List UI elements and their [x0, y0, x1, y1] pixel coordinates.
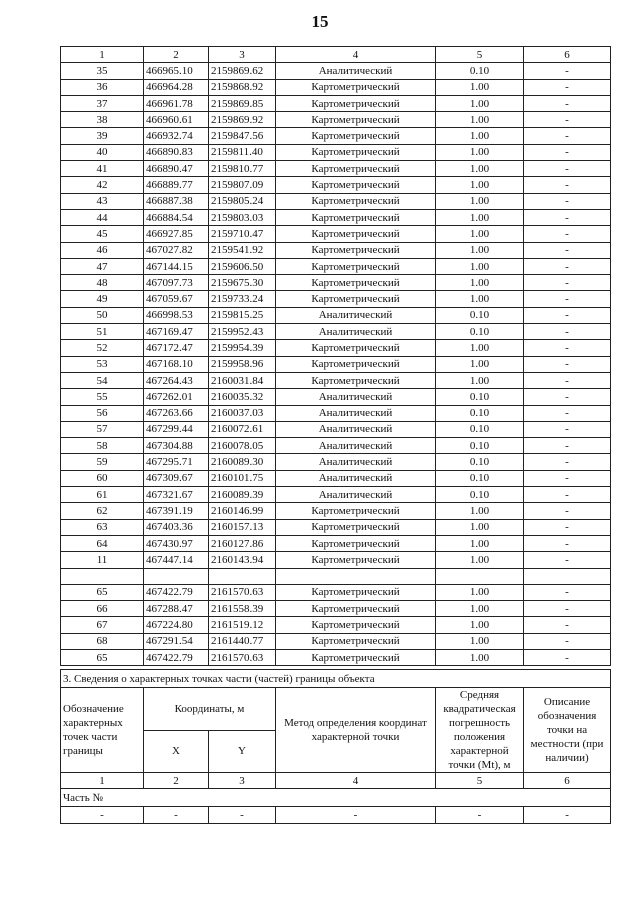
- table-cell: 63: [61, 519, 144, 535]
- table-row: [61, 633, 611, 649]
- column-number: 1: [61, 47, 144, 63]
- table-cell: -: [524, 177, 611, 193]
- table-cell: -: [524, 535, 611, 551]
- table-cell: 59: [61, 454, 144, 470]
- table-cell: 1.00: [436, 649, 524, 665]
- column-number: 5: [436, 47, 524, 63]
- table-cell: -: [524, 307, 611, 323]
- header-method: Метод определения координат характерной точки: [276, 688, 436, 773]
- table-cell: 466998.53: [144, 307, 209, 323]
- table-row: [61, 519, 611, 535]
- table-cell: 0.10: [436, 454, 524, 470]
- table-cell: -: [524, 807, 611, 823]
- table-cell: 2159541.92: [209, 242, 276, 258]
- table-cell: 467059.67: [144, 291, 209, 307]
- table-cell: Картометрический: [276, 372, 436, 388]
- table-cell: 42: [61, 177, 144, 193]
- column-number: 2: [144, 773, 209, 789]
- table-cell: 466887.38: [144, 193, 209, 209]
- table-cell: 467172.47: [144, 340, 209, 356]
- table-row: [61, 601, 611, 617]
- table-cell: 60: [61, 470, 144, 486]
- table-cell: Картометрический: [276, 584, 436, 600]
- table-row: [61, 470, 611, 486]
- table-row: [61, 275, 611, 291]
- part-empty-row: [61, 807, 611, 823]
- table-cell: 1.00: [436, 79, 524, 95]
- table-cell: 466884.54: [144, 209, 209, 225]
- table-cell: 1.00: [436, 356, 524, 372]
- table-cell: 0.10: [436, 487, 524, 503]
- table-cell: -: [524, 454, 611, 470]
- table-cell: -: [524, 487, 611, 503]
- table-cell: Аналитический: [276, 63, 436, 79]
- table-cell: -: [524, 421, 611, 437]
- table-cell: Аналитический: [276, 487, 436, 503]
- table-cell: 466890.83: [144, 144, 209, 160]
- table-cell: -: [524, 503, 611, 519]
- table-cell: 1.00: [436, 275, 524, 291]
- table-cell: -: [524, 438, 611, 454]
- table-row: [61, 209, 611, 225]
- table-cell: -: [524, 324, 611, 340]
- table-cell: 1.00: [436, 209, 524, 225]
- table-cell: Аналитический: [276, 324, 436, 340]
- table-cell: -: [144, 807, 209, 823]
- table-cell: Картометрический: [276, 226, 436, 242]
- table-cell: 2159958.96: [209, 356, 276, 372]
- table-cell: 467430.97: [144, 535, 209, 551]
- table-cell: 65: [61, 649, 144, 665]
- table-row: [61, 291, 611, 307]
- table-row: [61, 438, 611, 454]
- table-cell: 38: [61, 112, 144, 128]
- table-cell: 2160127.86: [209, 535, 276, 551]
- table-cell: -: [61, 807, 144, 823]
- table-cell: 1.00: [436, 128, 524, 144]
- table-row: [61, 324, 611, 340]
- table-cell: 467391.19: [144, 503, 209, 519]
- header-y: Y: [209, 730, 276, 772]
- table-cell: 11: [61, 552, 144, 568]
- table-row: [61, 128, 611, 144]
- table-cell: 467403.36: [144, 519, 209, 535]
- table-cell: 467224.80: [144, 617, 209, 633]
- table-cell: 1.00: [436, 161, 524, 177]
- table-cell: 2160101.75: [209, 470, 276, 486]
- table-row: [61, 372, 611, 388]
- table-cell: 2161440.77: [209, 633, 276, 649]
- table-cell: Аналитический: [276, 454, 436, 470]
- table-cell: Картометрический: [276, 340, 436, 356]
- table-cell: 47: [61, 258, 144, 274]
- table-cell: 467295.71: [144, 454, 209, 470]
- table-cell: 467097.73: [144, 275, 209, 291]
- table-cell: -: [524, 128, 611, 144]
- table-cell: 41: [61, 161, 144, 177]
- table-cell: 1.00: [436, 617, 524, 633]
- table-cell: 2161519.12: [209, 617, 276, 633]
- table-cell: [276, 568, 436, 584]
- table-cell: 2160072.61: [209, 421, 276, 437]
- table-cell: 64: [61, 535, 144, 551]
- table-cell: -: [524, 258, 611, 274]
- table-cell: Картометрический: [276, 209, 436, 225]
- table-cell: 0.10: [436, 470, 524, 486]
- table-row: [61, 487, 611, 503]
- table-cell: 1.00: [436, 552, 524, 568]
- table-cell: 56: [61, 405, 144, 421]
- column-number: 4: [276, 47, 436, 63]
- table-cell: -: [524, 226, 611, 242]
- table-cell: 2160146.99: [209, 503, 276, 519]
- table-cell: Картометрический: [276, 128, 436, 144]
- table-cell: Картометрический: [276, 633, 436, 649]
- table-row: [61, 649, 611, 665]
- table-cell: 43: [61, 193, 144, 209]
- table-cell: 466927.85: [144, 226, 209, 242]
- table-cell: 0.10: [436, 405, 524, 421]
- column-number: 5: [436, 773, 524, 789]
- table-cell: 467144.15: [144, 258, 209, 274]
- table-cell: 67: [61, 617, 144, 633]
- table-cell: Картометрический: [276, 95, 436, 111]
- table-cell: 466960.61: [144, 112, 209, 128]
- table-cell: 466890.47: [144, 161, 209, 177]
- table-cell: Картометрический: [276, 112, 436, 128]
- table-cell: -: [524, 617, 611, 633]
- table-cell: 0.10: [436, 421, 524, 437]
- table-cell: 2159810.77: [209, 161, 276, 177]
- column-number-row: [61, 47, 611, 63]
- table-row: [61, 79, 611, 95]
- table-cell: -: [524, 242, 611, 258]
- table-cell: Аналитический: [276, 389, 436, 405]
- table-cell: -: [524, 63, 611, 79]
- column-number: 1: [61, 773, 144, 789]
- table-cell: 1.00: [436, 112, 524, 128]
- table-cell: 45: [61, 226, 144, 242]
- table-cell: -: [524, 356, 611, 372]
- table-cell: 2160089.39: [209, 487, 276, 503]
- table-row: [61, 503, 611, 519]
- table-cell: 39: [61, 128, 144, 144]
- table-row: [61, 356, 611, 372]
- table-row: [61, 421, 611, 437]
- table-cell: [61, 568, 144, 584]
- table-cell: 467447.14: [144, 552, 209, 568]
- table-cell: 52: [61, 340, 144, 356]
- table-cell: Аналитический: [276, 421, 436, 437]
- table-cell: [524, 568, 611, 584]
- table-row: [61, 242, 611, 258]
- table-cell: -: [524, 649, 611, 665]
- table-row: [61, 95, 611, 111]
- table-cell: [436, 568, 524, 584]
- table-cell: Картометрический: [276, 519, 436, 535]
- table-cell: 2159733.24: [209, 291, 276, 307]
- header-description: Описание обозначения точки на местности (при наличии): [524, 688, 611, 773]
- table-cell: 467299.44: [144, 421, 209, 437]
- table-row: [61, 226, 611, 242]
- table-row: [61, 405, 611, 421]
- table-cell: 0.10: [436, 438, 524, 454]
- table-cell: -: [524, 161, 611, 177]
- table-cell: [144, 568, 209, 584]
- table-cell: 1.00: [436, 226, 524, 242]
- table-cell: -: [524, 519, 611, 535]
- table-cell: 467422.79: [144, 584, 209, 600]
- table-cell: 48: [61, 275, 144, 291]
- table-cell: 2159811.40: [209, 144, 276, 160]
- table-cell: -: [524, 340, 611, 356]
- table-cell: 467288.47: [144, 601, 209, 617]
- table-cell: 2159869.85: [209, 95, 276, 111]
- table-cell: 2161570.63: [209, 649, 276, 665]
- table-cell: -: [524, 291, 611, 307]
- table-cell: 467422.79: [144, 649, 209, 665]
- table-row: [61, 617, 611, 633]
- table-row: [61, 144, 611, 160]
- table-cell: 54: [61, 372, 144, 388]
- table-row: [61, 63, 611, 79]
- table-cell: 40: [61, 144, 144, 160]
- table-cell: 466932.74: [144, 128, 209, 144]
- section-header-row: [61, 688, 611, 731]
- table-cell: 2160035.32: [209, 389, 276, 405]
- table-cell: Картометрический: [276, 291, 436, 307]
- table-cell: Картометрический: [276, 161, 436, 177]
- table-cell: 467169.47: [144, 324, 209, 340]
- table-cell: 467304.88: [144, 438, 209, 454]
- table-cell: -: [209, 807, 276, 823]
- table-cell: 2159847.56: [209, 128, 276, 144]
- table-cell: Аналитический: [276, 405, 436, 421]
- table-cell: 53: [61, 356, 144, 372]
- column-number: 6: [524, 47, 611, 63]
- table-row: [61, 584, 611, 600]
- table-cell: 1.00: [436, 519, 524, 535]
- table-cell: -: [524, 584, 611, 600]
- table-cell: 35: [61, 63, 144, 79]
- table-cell: 2161558.39: [209, 601, 276, 617]
- table-cell: 467027.82: [144, 242, 209, 258]
- table-cell: 2160143.94: [209, 552, 276, 568]
- table-cell: -: [524, 193, 611, 209]
- table-cell: 36: [61, 79, 144, 95]
- coordinates-table: [60, 46, 611, 666]
- table-cell: 2160089.30: [209, 454, 276, 470]
- table-cell: Картометрический: [276, 258, 436, 274]
- table-cell: 46: [61, 242, 144, 258]
- table-cell: Картометрический: [276, 275, 436, 291]
- table-cell: 467168.10: [144, 356, 209, 372]
- table-cell: Картометрический: [276, 503, 436, 519]
- table-cell: 466965.10: [144, 63, 209, 79]
- table-row: [61, 258, 611, 274]
- table-cell: 467262.01: [144, 389, 209, 405]
- section-title: 3. Сведения о характерных точках части (частей) границы объекта: [61, 670, 611, 688]
- table-cell: Картометрический: [276, 79, 436, 95]
- table-cell: -: [524, 389, 611, 405]
- table-cell: 1.00: [436, 258, 524, 274]
- table-cell: 2160037.03: [209, 405, 276, 421]
- table-cell: -: [524, 144, 611, 160]
- table-row: [61, 535, 611, 551]
- table-cell: -: [524, 112, 611, 128]
- table-cell: 49: [61, 291, 144, 307]
- table-cell: 0.10: [436, 307, 524, 323]
- table-row: [61, 340, 611, 356]
- table-cell: 2159803.03: [209, 209, 276, 225]
- header-point-designation: Обозначение характерных точек части границы: [61, 688, 144, 773]
- part-label-row: [61, 789, 611, 807]
- table-cell: 1.00: [436, 372, 524, 388]
- column-number: 2: [144, 47, 209, 63]
- table-cell: 1.00: [436, 193, 524, 209]
- table-cell: Картометрический: [276, 535, 436, 551]
- table-cell: 1.00: [436, 291, 524, 307]
- table-cell: Картометрический: [276, 242, 436, 258]
- table-cell: 1.00: [436, 584, 524, 600]
- table-cell: -: [524, 405, 611, 421]
- table-cell: 2160157.13: [209, 519, 276, 535]
- table-cell: 68: [61, 633, 144, 649]
- table-cell: 1.00: [436, 601, 524, 617]
- section-title-row: [61, 670, 611, 688]
- table-cell: Картометрический: [276, 193, 436, 209]
- table-cell: 1.00: [436, 144, 524, 160]
- table-row: [61, 193, 611, 209]
- table-cell: 2159675.30: [209, 275, 276, 291]
- table-cell: 1.00: [436, 340, 524, 356]
- table-cell: 467264.43: [144, 372, 209, 388]
- table-cell: 51: [61, 324, 144, 340]
- table-cell: 55: [61, 389, 144, 405]
- page-number: 15: [311, 12, 329, 31]
- table-cell: -: [524, 601, 611, 617]
- column-number: 3: [209, 773, 276, 789]
- table-cell: 2161570.63: [209, 584, 276, 600]
- table-cell: 2159868.92: [209, 79, 276, 95]
- header-x: X: [144, 730, 209, 772]
- table-cell: 2160078.05: [209, 438, 276, 454]
- table-cell: Картометрический: [276, 601, 436, 617]
- table-cell: 467263.66: [144, 405, 209, 421]
- table-row: [61, 552, 611, 568]
- table-cell: 2159815.25: [209, 307, 276, 323]
- table-cell: -: [524, 633, 611, 649]
- table-cell: 37: [61, 95, 144, 111]
- table-cell: 62: [61, 503, 144, 519]
- table-cell: 44: [61, 209, 144, 225]
- table-cell: 2160031.84: [209, 372, 276, 388]
- table-cell: Картометрический: [276, 144, 436, 160]
- table-cell: Картометрический: [276, 177, 436, 193]
- column-number: 3: [209, 47, 276, 63]
- table-cell: 2159807.09: [209, 177, 276, 193]
- table-cell: -: [524, 372, 611, 388]
- table-cell: 467309.67: [144, 470, 209, 486]
- table-cell: -: [276, 807, 436, 823]
- table-cell: 61: [61, 487, 144, 503]
- column-number: 4: [276, 773, 436, 789]
- table-row: [61, 161, 611, 177]
- table-row: [61, 112, 611, 128]
- table-cell: -: [524, 95, 611, 111]
- table-cell: Аналитический: [276, 307, 436, 323]
- table-row: [61, 389, 611, 405]
- table-cell: -: [524, 470, 611, 486]
- table-cell: 65: [61, 584, 144, 600]
- table-cell: 58: [61, 438, 144, 454]
- part-boundary-table: [60, 669, 611, 824]
- table-cell: 467321.67: [144, 487, 209, 503]
- table-cell: 1.00: [436, 242, 524, 258]
- table-cell: -: [524, 79, 611, 95]
- table-cell: Аналитический: [276, 438, 436, 454]
- table-cell: 2159869.62: [209, 63, 276, 79]
- table-cell: Картометрический: [276, 617, 436, 633]
- table-row: [61, 454, 611, 470]
- table-cell: -: [436, 807, 524, 823]
- table-row: [61, 307, 611, 323]
- table-cell: 50: [61, 307, 144, 323]
- table-cell: 466889.77: [144, 177, 209, 193]
- table-cell: 1.00: [436, 503, 524, 519]
- table-cell: 2159952.43: [209, 324, 276, 340]
- header-accuracy: Средняя квадратическая погрешность положения характерной точки (Mt), м: [436, 688, 524, 773]
- table-cell: 1.00: [436, 535, 524, 551]
- table-cell: 466961.78: [144, 95, 209, 111]
- table-cell: [209, 568, 276, 584]
- table-cell: -: [524, 209, 611, 225]
- section-column-number-row: [61, 773, 611, 789]
- table-row: [61, 568, 611, 584]
- table-cell: 1.00: [436, 633, 524, 649]
- column-number: 6: [524, 773, 611, 789]
- table-cell: 2159805.24: [209, 193, 276, 209]
- table-cell: 66: [61, 601, 144, 617]
- table-cell: 467291.54: [144, 633, 209, 649]
- header-coordinates: Координаты, м: [144, 688, 276, 731]
- table-cell: 1.00: [436, 177, 524, 193]
- table-cell: Картометрический: [276, 552, 436, 568]
- table-cell: Аналитический: [276, 470, 436, 486]
- table-cell: 2159710.47: [209, 226, 276, 242]
- table-row: [61, 177, 611, 193]
- table-cell: 1.00: [436, 95, 524, 111]
- table-cell: 0.10: [436, 63, 524, 79]
- table-cell: 2159869.92: [209, 112, 276, 128]
- table-cell: 0.10: [436, 324, 524, 340]
- part-label: Часть №: [61, 789, 611, 807]
- table-cell: Картометрический: [276, 356, 436, 372]
- table-cell: 2159954.39: [209, 340, 276, 356]
- table-cell: -: [524, 275, 611, 291]
- table-cell: 57: [61, 421, 144, 437]
- table-cell: 2159606.50: [209, 258, 276, 274]
- table-cell: 0.10: [436, 389, 524, 405]
- table-cell: -: [524, 552, 611, 568]
- table-cell: Картометрический: [276, 649, 436, 665]
- table-cell: 466964.28: [144, 79, 209, 95]
